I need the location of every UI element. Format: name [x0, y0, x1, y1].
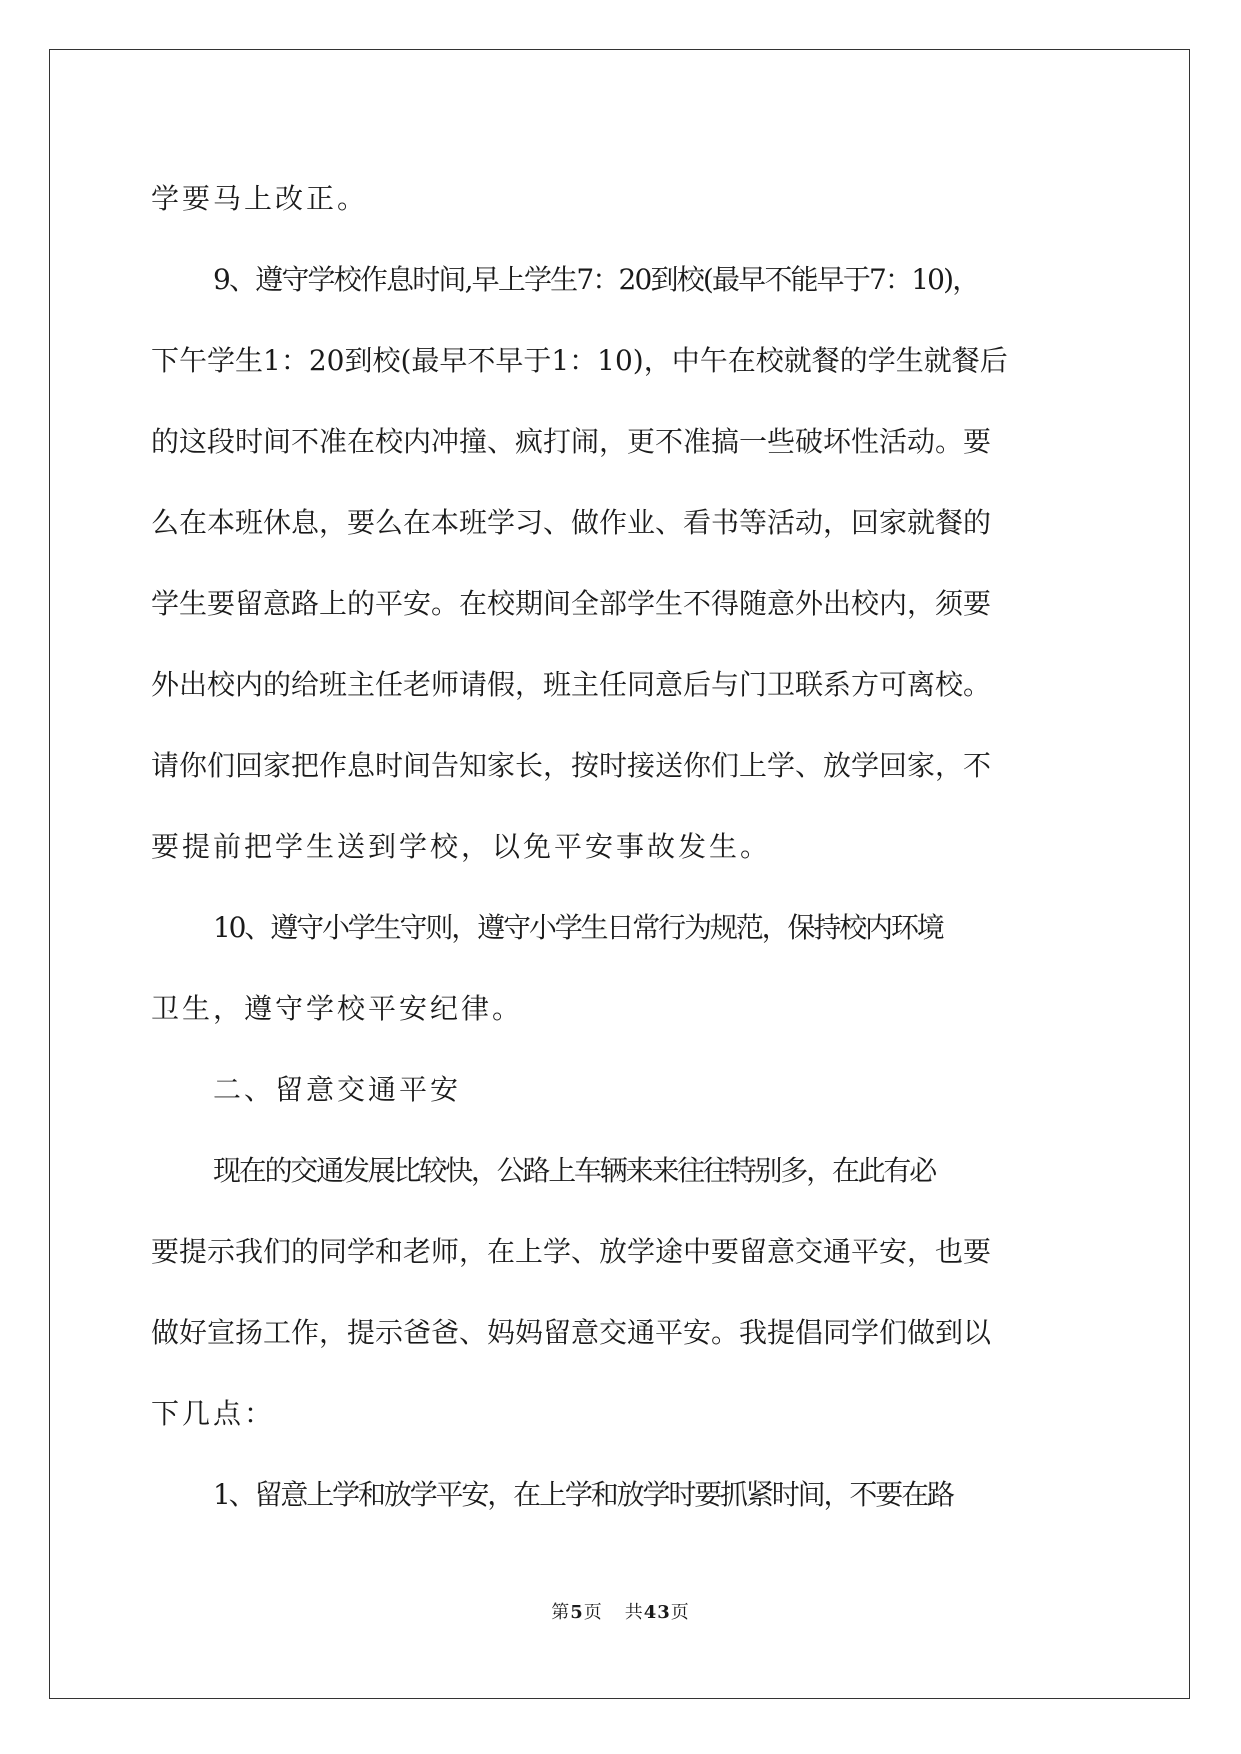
- text-line: 请你们回家把作息时间告知家长，按时接送你们上学、放学回家，不: [151, 749, 992, 782]
- text-line: 外出校内的给班主任老师请假，班主任同意后与门卫联系方可离校。: [151, 668, 992, 701]
- text-line: 现在的交通发展比较快，公路上车辆来来往往特别多，在此有必: [213, 1154, 936, 1187]
- footer-total-prefix: 共: [624, 1602, 644, 1623]
- text-line: 9、遵守学校作息时间,早上学生7：20到校(最早不能早于7：10)，: [213, 263, 979, 296]
- footer-page-unit: 页: [583, 1602, 603, 1623]
- text-line: 的这段时间不准在校内冲撞、疯打闹，更不准搞一些破坏性活动。要: [151, 425, 992, 458]
- text-line: 要提示我们的同学和老师，在上学、放学途中要留意交通平安，也要: [151, 1235, 992, 1268]
- total-pages: 43: [643, 1602, 671, 1623]
- text-line: 么在本班休息，要么在本班学习、做作业、看书等活动，回家就餐的: [151, 506, 992, 539]
- text-line: 下几点：: [151, 1397, 276, 1430]
- footer-total-unit: 页: [670, 1602, 690, 1623]
- text-line: 下午学生1：20到校(最早不早于1：10)，中午在校就餐的学生就餐后: [151, 344, 1008, 377]
- footer-prefix: 第: [551, 1602, 571, 1623]
- text-line: 做好宣扬工作，提示爸爸、妈妈留意交通平安。我提倡同学们做到以: [151, 1316, 992, 1349]
- text-line: 要提前把学生送到学校，以免平安事故发生。: [151, 830, 772, 863]
- document-body: [151, 158, 1091, 1535]
- text-line: 学生要留意路上的平安。在校期间全部学生不得随意外出校内，须要: [151, 587, 992, 620]
- page-footer: [0, 1598, 1241, 1624]
- page-number: 5: [570, 1602, 584, 1623]
- text-line: 学要马上改正。: [151, 182, 369, 215]
- section-heading: 二、留意交通平安: [213, 1073, 462, 1106]
- text-line: 10、遵守小学生守则，遵守小学生日常行为规范，保持校内环境: [213, 911, 943, 944]
- text-line: 卫生，遵守学校平安纪律。: [151, 992, 524, 1025]
- text-line: 1、留意上学和放学平安，在上学和放学时要抓紧时间，不要在路: [213, 1478, 953, 1511]
